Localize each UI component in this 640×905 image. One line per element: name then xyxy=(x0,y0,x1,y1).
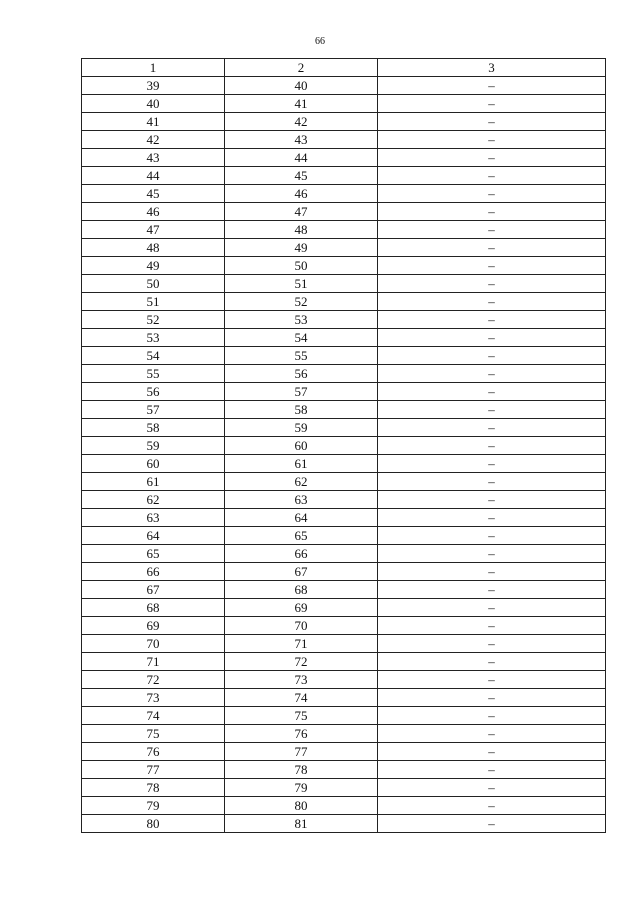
table-row xyxy=(82,257,606,275)
table-cell: – xyxy=(378,581,606,599)
table-cell: 56 xyxy=(225,365,378,383)
table-cell: 74 xyxy=(225,689,378,707)
table-cell: 48 xyxy=(82,239,225,257)
table-row xyxy=(82,95,606,113)
table-cell: 68 xyxy=(225,581,378,599)
table-cell: 49 xyxy=(225,239,378,257)
table-cell: 53 xyxy=(225,311,378,329)
table-row xyxy=(82,617,606,635)
page-number: 66 xyxy=(315,36,325,47)
table-cell: 72 xyxy=(225,653,378,671)
table-cell: 69 xyxy=(225,599,378,617)
table-row xyxy=(82,599,606,617)
table-row xyxy=(82,797,606,815)
table-cell: – xyxy=(378,365,606,383)
table-cell: 44 xyxy=(225,149,378,167)
table-cell: – xyxy=(378,113,606,131)
table-cell: 41 xyxy=(225,95,378,113)
table-cell: 77 xyxy=(82,761,225,779)
table-cell: 70 xyxy=(225,617,378,635)
table-cell: 57 xyxy=(225,383,378,401)
table-cell: 50 xyxy=(225,257,378,275)
table-cell: – xyxy=(378,563,606,581)
table-cell: – xyxy=(378,239,606,257)
table-row xyxy=(82,725,606,743)
table-cell: 76 xyxy=(82,743,225,761)
table-row xyxy=(82,185,606,203)
table-cell: 52 xyxy=(82,311,225,329)
table-cell: 53 xyxy=(82,329,225,347)
table-row xyxy=(82,653,606,671)
data-table xyxy=(81,58,606,833)
table-row xyxy=(82,113,606,131)
table-cell: 62 xyxy=(225,473,378,491)
table-cell: – xyxy=(378,149,606,167)
table-cell: 77 xyxy=(225,743,378,761)
table-cell: – xyxy=(378,491,606,509)
table-cell: 79 xyxy=(225,779,378,797)
table-cell: – xyxy=(378,635,606,653)
table-cell: 39 xyxy=(82,77,225,95)
table-cell: 73 xyxy=(225,671,378,689)
table-cell: 40 xyxy=(225,77,378,95)
table-cell: 57 xyxy=(82,401,225,419)
table-row xyxy=(82,239,606,257)
table-row xyxy=(82,779,606,797)
table-cell: 69 xyxy=(82,617,225,635)
table-cell: 43 xyxy=(82,149,225,167)
table-cell: – xyxy=(378,293,606,311)
table-cell: – xyxy=(378,329,606,347)
table-cell: 80 xyxy=(82,815,225,833)
table-cell: 46 xyxy=(82,203,225,221)
table-cell: – xyxy=(378,77,606,95)
table-row xyxy=(82,77,606,95)
table-row xyxy=(82,707,606,725)
table-cell: 47 xyxy=(82,221,225,239)
column-header: 2 xyxy=(225,59,378,77)
table-cell: – xyxy=(378,599,606,617)
table-cell: 75 xyxy=(82,725,225,743)
table-cell: – xyxy=(378,203,606,221)
table-cell: – xyxy=(378,347,606,365)
table-cell: – xyxy=(378,797,606,815)
table-row xyxy=(82,311,606,329)
table-cell: 45 xyxy=(82,185,225,203)
table-cell: 60 xyxy=(225,437,378,455)
table-row xyxy=(82,329,606,347)
table-cell: 75 xyxy=(225,707,378,725)
table-cell: 43 xyxy=(225,131,378,149)
table-cell: 70 xyxy=(82,635,225,653)
table-cell: – xyxy=(378,617,606,635)
table-cell: 65 xyxy=(82,545,225,563)
table-cell: – xyxy=(378,761,606,779)
table-cell: – xyxy=(378,671,606,689)
table-cell: 60 xyxy=(82,455,225,473)
table-row xyxy=(82,419,606,437)
table-cell: 64 xyxy=(82,527,225,545)
table-cell: – xyxy=(378,437,606,455)
table-cell: 67 xyxy=(225,563,378,581)
table-cell: – xyxy=(378,221,606,239)
table-cell: 40 xyxy=(82,95,225,113)
table-cell: 46 xyxy=(225,185,378,203)
table-cell: 58 xyxy=(82,419,225,437)
table-row xyxy=(82,527,606,545)
table-cell: – xyxy=(378,725,606,743)
table-cell: – xyxy=(378,653,606,671)
table-row xyxy=(82,347,606,365)
table-cell: 81 xyxy=(225,815,378,833)
table-row xyxy=(82,509,606,527)
table-row xyxy=(82,401,606,419)
table-row xyxy=(82,635,606,653)
table-row xyxy=(82,563,606,581)
table-cell: 64 xyxy=(225,509,378,527)
table-cell: 78 xyxy=(82,779,225,797)
table-cell: 66 xyxy=(82,563,225,581)
table-cell: – xyxy=(378,257,606,275)
table-cell: 74 xyxy=(82,707,225,725)
table-row xyxy=(82,761,606,779)
table-row xyxy=(82,167,606,185)
table-cell: 65 xyxy=(225,527,378,545)
table-cell: – xyxy=(378,707,606,725)
column-header: 3 xyxy=(378,59,606,77)
table-row xyxy=(82,275,606,293)
table-cell: 44 xyxy=(82,167,225,185)
table-cell: 49 xyxy=(82,257,225,275)
table-cell: 55 xyxy=(225,347,378,365)
table-row xyxy=(82,473,606,491)
table-cell: 58 xyxy=(225,401,378,419)
table-cell: 63 xyxy=(82,509,225,527)
table-row xyxy=(82,383,606,401)
table-cell: 51 xyxy=(225,275,378,293)
table-row xyxy=(82,365,606,383)
table-body xyxy=(82,77,606,833)
table-cell: – xyxy=(378,509,606,527)
table-cell: 59 xyxy=(82,437,225,455)
table-cell: 54 xyxy=(82,347,225,365)
table-cell: – xyxy=(378,743,606,761)
table-cell: 41 xyxy=(82,113,225,131)
table-cell: – xyxy=(378,383,606,401)
table-cell: – xyxy=(378,131,606,149)
table-cell: 42 xyxy=(225,113,378,131)
table-cell: – xyxy=(378,95,606,113)
table-row xyxy=(82,131,606,149)
table-cell: 54 xyxy=(225,329,378,347)
table-cell: – xyxy=(378,815,606,833)
table-cell: – xyxy=(378,473,606,491)
table-cell: – xyxy=(378,311,606,329)
table-cell: 66 xyxy=(225,545,378,563)
table-cell: 71 xyxy=(82,653,225,671)
table-cell: 42 xyxy=(82,131,225,149)
table-row xyxy=(82,437,606,455)
table-row xyxy=(82,293,606,311)
table-cell: 62 xyxy=(82,491,225,509)
table-cell: – xyxy=(378,689,606,707)
table-row xyxy=(82,149,606,167)
table-row xyxy=(82,581,606,599)
table-row xyxy=(82,671,606,689)
table-cell: 68 xyxy=(82,599,225,617)
table-cell: 73 xyxy=(82,689,225,707)
table-row xyxy=(82,221,606,239)
table-cell: 51 xyxy=(82,293,225,311)
table-cell: – xyxy=(378,527,606,545)
column-header: 1 xyxy=(82,59,225,77)
table-cell: 45 xyxy=(225,167,378,185)
table-cell: 76 xyxy=(225,725,378,743)
table-cell: – xyxy=(378,185,606,203)
table-cell: 50 xyxy=(82,275,225,293)
table-cell: 56 xyxy=(82,383,225,401)
table-cell: – xyxy=(378,455,606,473)
table-cell: 61 xyxy=(225,455,378,473)
table-cell: 48 xyxy=(225,221,378,239)
table-cell: 72 xyxy=(82,671,225,689)
table-row xyxy=(82,455,606,473)
table-row xyxy=(82,743,606,761)
table-row xyxy=(82,815,606,833)
table-cell: 78 xyxy=(225,761,378,779)
table-row xyxy=(82,491,606,509)
table-cell: – xyxy=(378,419,606,437)
table-cell: 47 xyxy=(225,203,378,221)
table-row xyxy=(82,203,606,221)
table-cell: 71 xyxy=(225,635,378,653)
table-cell: 63 xyxy=(225,491,378,509)
table-cell: 59 xyxy=(225,419,378,437)
table-cell: – xyxy=(378,167,606,185)
table-row xyxy=(82,689,606,707)
table-cell: – xyxy=(378,275,606,293)
table-cell: 80 xyxy=(225,797,378,815)
table-cell: 79 xyxy=(82,797,225,815)
table-cell: 67 xyxy=(82,581,225,599)
table-cell: 61 xyxy=(82,473,225,491)
table-cell: 52 xyxy=(225,293,378,311)
table-cell: 55 xyxy=(82,365,225,383)
table-header-row xyxy=(82,59,606,77)
table-cell: – xyxy=(378,401,606,419)
table-row xyxy=(82,545,606,563)
table-cell: – xyxy=(378,779,606,797)
table-cell: – xyxy=(378,545,606,563)
